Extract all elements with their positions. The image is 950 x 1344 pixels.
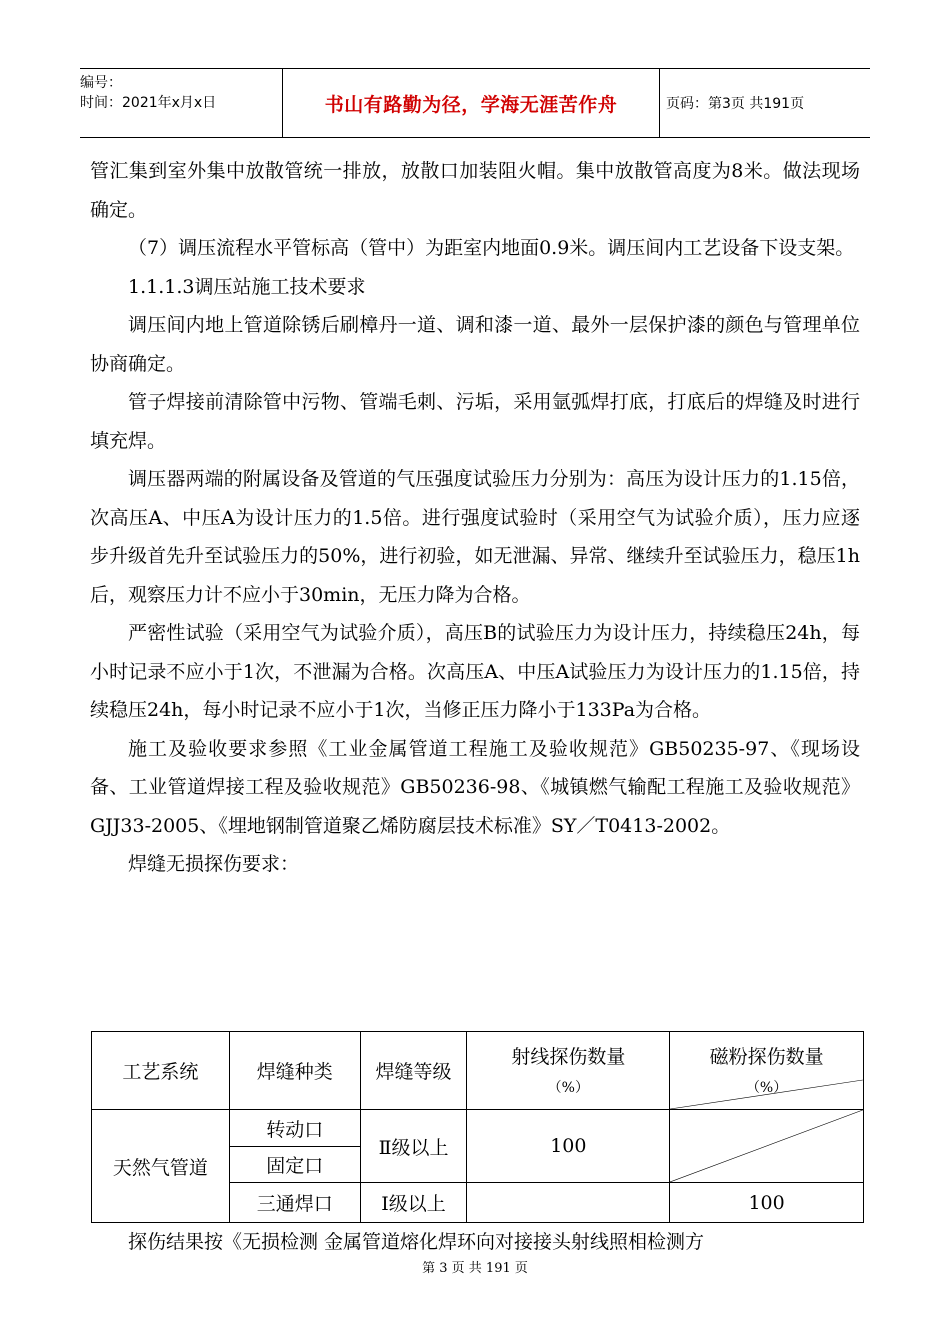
header-rt: [467, 1032, 670, 1110]
paragraph: 管汇集到室外集中放散管统一排放，放散口加装阻火帽。集中放散管高度为8米。做法现场确定。: [90, 160, 860, 221]
system-cell: 天然气管道: [92, 1110, 230, 1223]
header-rt-label: 射线探伤数量: [511, 1045, 626, 1068]
header-weld-type: 焊缝种类: [229, 1032, 360, 1110]
paragraph: 管子焊接前清除管中污物、管端毛刺、污垢，采用氩弧焊打底，打底后的焊缝及时进行填充焊。: [90, 391, 860, 452]
header-mt-label: 磁粉探伤数量: [709, 1045, 824, 1068]
paragraph: 严密性试验（采用空气为试验介质），高压B的试验压力为设计压力，持续稳压24h，每小时记录不应小于1次，不泄漏为合格。次高压A、中压A试验压力为设计压力的1.15倍，持续稳压24h，每小时记录不应小于1次，当修正压力降小于133Pa为合格。: [90, 622, 860, 721]
section-heading: 1.1.1.3调压站施工技术要求: [128, 275, 366, 298]
header-rt-unit: （%）: [547, 1079, 589, 1096]
weld-grade-cell: Ⅱ级以上: [360, 1110, 467, 1183]
header-weld-grade: 焊缝等级: [360, 1032, 467, 1110]
header-meta: [80, 69, 282, 137]
table-caption: 焊缝无损探伤要求：: [128, 853, 300, 875]
weld-inspection-table: [91, 1031, 864, 1223]
paragraph: 探伤结果按《无损检测 金属管道熔化焊环向对接接头射线照相检测方: [128, 1231, 705, 1253]
weld-grade-cell: Ⅰ级以上: [360, 1183, 467, 1223]
header-mt: [670, 1032, 864, 1110]
diagonal-line: [670, 1110, 863, 1182]
table-header-row: [92, 1032, 864, 1110]
weld-type-cell: 转动口: [229, 1110, 360, 1147]
page-header: [80, 68, 870, 138]
paragraph: 调压器两端的附属设备及管道的气压强度试验压力分别为：高压为设计压力的1.15倍，次高压A、中压A为设计压力的1.5倍。进行强度试验时（采用空气为试验介质），压力应逐步升级首先升至试验压力的50%，进行初验，如无泄漏、异常、继续升至试验压力，稳压1h后，观察压力计不应小于30min，无压力降为合格。: [90, 468, 860, 606]
header-system: 工艺系统: [92, 1032, 230, 1110]
document-time-label: 时间：2021年x月x日: [80, 95, 217, 111]
rt-cell: [467, 1183, 670, 1223]
header-motto: 书山有路勤为径，学海无涯苦作舟: [282, 69, 660, 137]
paragraph: 施工及验收要求参照《工业金属管道工程施工及验收规范》GB50235-97、《现场设备、工业管道焊接工程及验收规范》GB50236-98、《城镇燃气输配工程施工及验收规范》GJJ33-2005、《埋地钢制管道聚乙烯防腐层技术标准》SY／T0413-2002。: [90, 737, 860, 837]
header-page-label: 页码：第3页 共191页: [666, 96, 805, 112]
page-footer: 第 3 页 共 191 页: [422, 1261, 528, 1276]
weld-type-cell: 固定口: [229, 1147, 360, 1183]
rt-cell: 100: [467, 1110, 670, 1183]
mt-cell: 100: [670, 1183, 864, 1223]
paragraph: （7）调压流程水平管标高（管中）为距室内地面0.9米。调压间内工艺设备下设支架。: [128, 237, 855, 259]
paragraph: 调压间内地上管道除锈后刷樟丹一道、调和漆一道、最外一层保护漆的颜色与管理单位协商确定。: [90, 314, 860, 375]
weld-type-cell: 三通焊口: [229, 1183, 360, 1223]
table-row: [92, 1110, 864, 1147]
body-text: [90, 152, 860, 884]
document-number-label: 编号：: [80, 75, 122, 91]
header-mt-unit: （%）: [745, 1079, 788, 1096]
mt-cell-empty: [670, 1110, 864, 1183]
